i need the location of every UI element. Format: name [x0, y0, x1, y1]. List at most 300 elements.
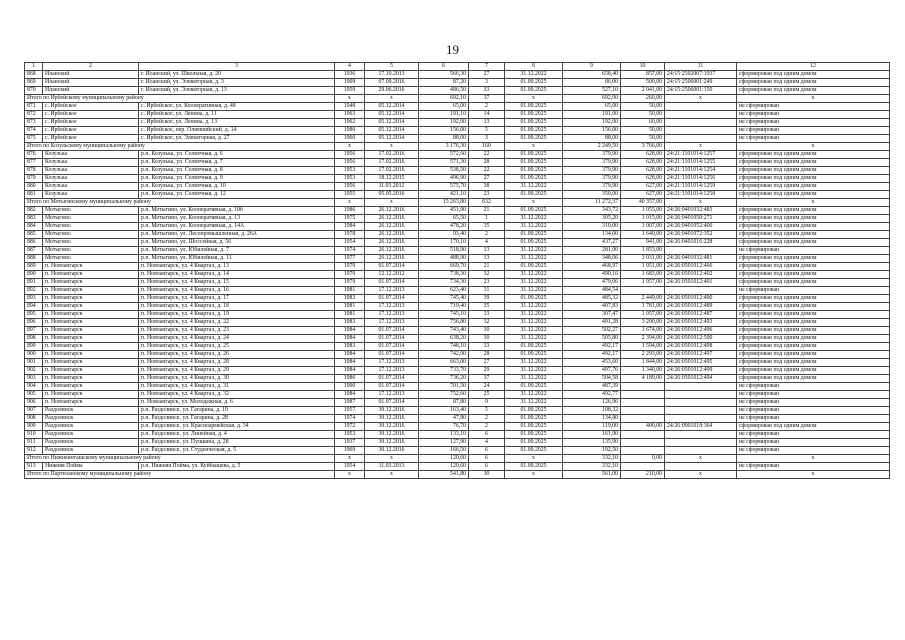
table-cell: 2 — [469, 415, 505, 423]
subtotal-cell: x — [335, 471, 365, 479]
table-cell: 379,90 — [563, 183, 621, 191]
table-cell — [621, 415, 665, 423]
table-cell: 1972 — [335, 423, 365, 431]
table-cell: 497,76 — [563, 367, 621, 375]
table-cell: 01.09.2025 — [505, 127, 563, 135]
table-cell — [621, 439, 665, 447]
table-cell: 868 — [25, 71, 43, 79]
table-cell: 1986 — [335, 375, 365, 383]
table-cell: п. Новоангарск, ул. 4 Квартал, д. 14 — [139, 271, 335, 279]
table-cell: 738,30 — [419, 271, 469, 279]
table-cell: 1 951,00 — [621, 263, 665, 271]
table-cell: 379,90 — [563, 151, 621, 159]
table-cell: 1983 — [335, 319, 365, 327]
table-row — [25, 287, 890, 295]
table-cell: не сформирован — [737, 391, 890, 399]
table-cell: 895 — [25, 311, 43, 319]
table-cell: 3 031,00 — [621, 255, 665, 263]
table-cell: 01.09.2025 — [505, 135, 563, 143]
table-cell: п. Новоангарск, ул. 4 Квартал, д. 13 — [139, 263, 335, 271]
table-cell: 24:26:0501012:498 — [665, 343, 737, 351]
table-cell: 26.12.2016 — [365, 255, 419, 263]
table-row — [25, 367, 890, 375]
table-cell: 17.02.2016 — [365, 151, 419, 159]
table-cell: 24:15:2506001:249 — [665, 79, 737, 87]
table-cell: 60,00 — [621, 119, 665, 127]
table-cell: 874 — [25, 127, 43, 135]
table-cell — [665, 431, 737, 439]
table-cell: 01.09.2025 — [505, 231, 563, 239]
table-cell: 1956 — [335, 151, 365, 159]
table-cell — [665, 399, 737, 407]
table-cell: 451,90 — [419, 207, 469, 215]
table-cell: 1956 — [335, 183, 365, 191]
subtotal-cell: 40 357,00 — [621, 199, 665, 207]
table-cell: п. Новоангарск — [43, 375, 139, 383]
table-cell: 26.12.2016 — [365, 239, 419, 247]
table-cell: 896 — [25, 319, 43, 327]
table-cell: 5 — [469, 407, 505, 415]
table-cell: 884 — [25, 223, 43, 231]
subtotal-cell: 0,00 — [621, 455, 665, 463]
table-cell: 879 — [25, 175, 43, 183]
table-cell: п. Новоангарск — [43, 287, 139, 295]
subtotal-cell: x — [665, 455, 737, 463]
table-cell: 502,27 — [563, 327, 621, 335]
table-cell: Нижняя Пойма — [43, 463, 139, 471]
table-cell: 882 — [25, 207, 43, 215]
table-cell: 01.09.2025 — [505, 87, 563, 95]
table-cell: 3 — [469, 135, 505, 143]
table-cell: 21 — [469, 207, 505, 215]
table-cell: 500,00 — [621, 79, 665, 87]
table-cell: не сформирован — [737, 415, 890, 423]
subtotal-cell: 541,80 — [419, 471, 469, 479]
table-cell: 24:21:1101014:1258 — [665, 191, 737, 199]
table-cell: Козулька — [43, 167, 139, 175]
table-row — [25, 399, 890, 407]
table-cell — [665, 103, 737, 111]
subtotal-cell: x — [737, 95, 890, 103]
table-cell: 31 — [469, 287, 505, 295]
table-cell: 407,83 — [563, 303, 621, 311]
subtotal-row — [25, 95, 890, 103]
column-number-row — [25, 63, 890, 71]
table-cell: 1979 — [335, 279, 365, 287]
table-cell: с. Ирбейское, пер. Олимпийский, д. 14 — [139, 127, 335, 135]
table-cell: р.п. Раздолинск, ул. Красноармейская, д. 34 — [139, 423, 335, 431]
table-cell: 87,80 — [419, 399, 469, 407]
table-cell: 24:26:0501012:489 — [665, 303, 737, 311]
table-cell: 01.09.2025 — [505, 151, 563, 159]
table-cell: 1956 — [335, 159, 365, 167]
table-cell: 01.07.2014 — [365, 263, 419, 271]
table-cell: 310,00 — [563, 223, 621, 231]
table-cell: Мотыгино — [43, 255, 139, 263]
table-cell: 35 — [469, 303, 505, 311]
table-cell: Иланский — [43, 87, 139, 95]
table-cell: г. Иланский, ул. Школьная, д. 20 — [139, 71, 335, 79]
subtotal-cell: x — [365, 199, 419, 207]
table-cell: 1937 — [335, 439, 365, 447]
table-cell: 669,70 — [419, 263, 469, 271]
table-cell: сформирован под одним домом — [737, 79, 890, 87]
table-cell: 1978 — [335, 231, 365, 239]
table-cell: 24:26:0501012:500 — [665, 335, 737, 343]
table-cell: р.п. Мотыгино, ул. Кооперативная, д. 14А — [139, 223, 335, 231]
table-cell: 1974 — [335, 247, 365, 255]
table-cell: п. Новоангарск, ул. 4 Квартал, д. 24 — [139, 335, 335, 343]
table-cell: 893 — [25, 295, 43, 303]
subtotal-cell: x — [365, 95, 419, 103]
table-cell: 658,40 — [563, 71, 621, 79]
table-cell: 2 — [469, 231, 505, 239]
table-cell: 30.12.2016 — [365, 407, 419, 415]
table-cell: 31.12.2022 — [505, 335, 563, 343]
subtotal-cell: 561,00 — [563, 471, 621, 479]
table-cell: с. Ирбейское — [43, 119, 139, 127]
table-cell: 24:26:0401052:400 — [665, 223, 737, 231]
table-cell: с. Ирбейское, ул. Ленина, д. 13 — [139, 119, 335, 127]
table-cell: 1984 — [335, 359, 365, 367]
table-cell: 883 — [25, 215, 43, 223]
table-cell: 13 — [469, 119, 505, 127]
table-cell: 892 — [25, 287, 43, 295]
table-cell: 27 — [469, 175, 505, 183]
table-cell: 638,20 — [419, 335, 469, 343]
table-cell: 343,72 — [563, 207, 621, 215]
table-cell — [665, 439, 737, 447]
table-cell: 76,70 — [419, 423, 469, 431]
table-cell: п. Новоангарск, ул. 4 Квартал, д. 31 — [139, 383, 335, 391]
table-cell: 26.12.2016 — [365, 223, 419, 231]
table-cell: 23 — [469, 279, 505, 287]
table-cell: сформирован под одним домом — [737, 175, 890, 183]
table-cell: 527,10 — [563, 87, 621, 95]
table-cell: 4 — [469, 239, 505, 247]
table-cell: п. Новоангарск, ул. 4 Квартал, д. 22 — [139, 319, 335, 327]
table-cell: 17.02.2016 — [365, 167, 419, 175]
table-cell: 1954 — [335, 239, 365, 247]
subtotal-cell: 30 — [469, 471, 505, 479]
table-cell: 31.12.2022 — [505, 247, 563, 255]
table-cell: 17.12.2013 — [365, 319, 419, 327]
table-cell: 37 — [469, 375, 505, 383]
table-cell: 01.09.2025 — [505, 383, 563, 391]
table-cell: п. Новоангарск — [43, 391, 139, 399]
table-cell: 1981 — [335, 303, 365, 311]
table-cell: сформирован под одним домом — [737, 255, 890, 263]
table-cell: 400,00 — [621, 423, 665, 431]
table-cell: 28 — [469, 351, 505, 359]
table-cell: 1936 — [335, 71, 365, 79]
table-cell: 485,32 — [563, 295, 621, 303]
table-row — [25, 431, 890, 439]
subtotal-cell: 11 272,37 — [563, 199, 621, 207]
table-cell: 902 — [25, 367, 43, 375]
table-cell: 913 — [25, 463, 43, 471]
table-row — [25, 383, 890, 391]
table-cell: 478,20 — [419, 223, 469, 231]
table-cell: сформирован под одним домом — [737, 335, 890, 343]
table-row — [25, 151, 890, 159]
table-cell: 01.07.2014 — [365, 327, 419, 335]
subtotal-cell: x — [737, 143, 890, 151]
table-cell: 01.09.2025 — [505, 447, 563, 455]
table-cell: сформирован под одним домом — [737, 311, 890, 319]
table-cell: 24:26:0901018:364 — [665, 423, 737, 431]
table-cell: 2 394,00 — [621, 335, 665, 343]
table-cell: с. Ирбейское — [43, 111, 139, 119]
column-number-8: 8 — [505, 63, 563, 71]
table-cell: 21 — [469, 263, 505, 271]
table-cell: не сформирован — [737, 383, 890, 391]
page-number: 19 — [446, 42, 459, 57]
table-cell: р.п. Раздолинск, ул. Гагарина, д. 19 — [139, 407, 335, 415]
table-cell: 01.09.2025 — [505, 415, 563, 423]
table-cell: 134,00 — [563, 231, 621, 239]
table-cell: 30 — [469, 335, 505, 343]
table-cell: 24:26:0401016:228 — [665, 239, 737, 247]
table-row — [25, 295, 890, 303]
table-row — [25, 279, 890, 287]
table-cell: 26.12.2016 — [365, 215, 419, 223]
table-cell: 437,27 — [563, 239, 621, 247]
table-cell: Иланский — [43, 71, 139, 79]
table-cell: Козулька — [43, 183, 139, 191]
table-cell: 31.12.2022 — [505, 359, 563, 367]
table-cell: 17.12.2013 — [365, 359, 419, 367]
subtotal-cell: x — [665, 95, 737, 103]
table-cell: 22 — [469, 167, 505, 175]
table-cell — [665, 415, 737, 423]
table-cell: 24:21:1101014:1255 — [665, 159, 737, 167]
table-cell: 01.09.2025 — [505, 263, 563, 271]
table-cell: 1990 — [335, 383, 365, 391]
table-cell: 05.12.2014 — [365, 103, 419, 111]
subtotal-row — [25, 143, 890, 151]
table-cell: 24:21:1101014:1257 — [665, 151, 737, 159]
table-cell — [621, 287, 665, 295]
table-row — [25, 311, 890, 319]
table-row — [25, 407, 890, 415]
table-cell: п. Новоангарск, ул. 4 Квартал, д. 26 — [139, 351, 335, 359]
table-cell: 743,40 — [419, 327, 469, 335]
table-cell: с. Ирбейское — [43, 135, 139, 143]
table-cell: 627,00 — [621, 191, 665, 199]
table-cell: 191,10 — [419, 111, 469, 119]
table-cell: 518,90 — [419, 247, 469, 255]
table-cell: 748,10 — [419, 343, 469, 351]
table-cell: 32 — [469, 319, 505, 327]
table-cell: сформирован под одним домом — [737, 271, 890, 279]
table-cell: сформирован под одним домом — [737, 319, 890, 327]
column-number-5: 5 — [365, 63, 419, 71]
table-cell: 889 — [25, 263, 43, 271]
table-cell: п. Новоангарск, ул. 4 Квартал, д. 30 — [139, 375, 335, 383]
table-cell — [665, 407, 737, 415]
table-row — [25, 239, 890, 247]
table-cell: п. Новоангарск, ул. 4 Квартал, д. 29 — [139, 367, 335, 375]
table-cell: 31.12.2022 — [505, 391, 563, 399]
subtotal-cell: x — [365, 471, 419, 479]
table-cell: 888 — [25, 255, 43, 263]
table-cell: 538,50 — [419, 167, 469, 175]
table-cell: 24:15:2502007:1937 — [665, 71, 737, 79]
table-cell: г. Иланский, ул. Элеваторная, д. 3 — [139, 79, 335, 87]
table-cell: 566,30 — [419, 71, 469, 79]
table-cell: 05.12.2014 — [365, 111, 419, 119]
subtotal-cell: 6 — [469, 455, 505, 463]
table-cell: Мотыгино — [43, 247, 139, 255]
table-cell: 01.09.2025 — [505, 207, 563, 215]
table-cell: 29 — [469, 367, 505, 375]
table-cell: 17.12.2013 — [365, 391, 419, 399]
table-cell: 31.12.2022 — [505, 367, 563, 375]
table-cell: 742,00 — [419, 351, 469, 359]
table-cell: р.п. Мотыгино, ул. Лесопромышленная, д. 26А — [139, 231, 335, 239]
table-cell: сформирован под одним домом — [737, 231, 890, 239]
table-row — [25, 303, 890, 311]
table-cell: 3 200,00 — [621, 319, 665, 327]
table-cell: 887 — [25, 247, 43, 255]
table-cell: 01.07.2014 — [365, 335, 419, 343]
table-cell: 32 — [469, 271, 505, 279]
table-cell: 899 — [25, 343, 43, 351]
table-cell: 166,50 — [419, 447, 469, 455]
table-cell: 05.05.2016 — [365, 191, 419, 199]
table-row — [25, 271, 890, 279]
table-cell: п. Новоангарск, ул. 4 Квартал, д. 28 — [139, 359, 335, 367]
table-row — [25, 215, 890, 223]
table-row — [25, 351, 890, 359]
table-cell: 24:26:0501012:402 — [665, 271, 737, 279]
table-cell: 878 — [25, 167, 43, 175]
table-cell: 17.02.2016 — [365, 159, 419, 167]
table-cell: р.п. Козулька, ул. Солнечная, д. 8 — [139, 167, 335, 175]
table-cell: р.п. Козулька, ул. Солнечная, д. 12 — [139, 191, 335, 199]
table-cell: 871 — [25, 103, 43, 111]
table-cell: сформирован под одним домом — [737, 223, 890, 231]
subtotal-cell: x — [335, 143, 365, 151]
table-cell: 47,80 — [419, 415, 469, 423]
table-row — [25, 415, 890, 423]
table-cell: 1954 — [335, 463, 365, 471]
table-cell: 18.12.2015 — [365, 175, 419, 183]
table-cell: 24:15:2506001:150 — [665, 87, 737, 95]
table-row — [25, 119, 890, 127]
table-row — [25, 223, 890, 231]
table-cell: 93,40 — [419, 231, 469, 239]
table-cell — [665, 119, 737, 127]
table-cell: 1948 — [335, 103, 365, 111]
table-cell: 2 — [469, 103, 505, 111]
table-cell: 156,00 — [419, 127, 469, 135]
table-cell: 890 — [25, 271, 43, 279]
table-cell: п. Новоангарск, ул. 4 Квартал, д. 17 — [139, 295, 335, 303]
subtotal-cell: 120,60 — [419, 455, 469, 463]
table-cell: п. Новоангарск, ул. 4 Квартал, д. 25 — [139, 343, 335, 351]
table-cell: 486,50 — [419, 87, 469, 95]
table-cell: 01.09.2025 — [505, 463, 563, 471]
table-cell: Раздолинск — [43, 431, 139, 439]
table-cell: 6 — [469, 463, 505, 471]
table-cell: 628,00 — [621, 151, 665, 159]
table-cell: 126,96 — [563, 399, 621, 407]
subtotal-cell: 210,00 — [621, 471, 665, 479]
subtotal-cell: 260,00 — [621, 95, 665, 103]
table-cell: 872 — [25, 111, 43, 119]
table-cell: 1 649,00 — [621, 231, 665, 239]
table-cell: р.п. Раздолинск, ул. Студенческая, д. 5 — [139, 447, 335, 455]
table-cell — [665, 391, 737, 399]
table-cell: 1984 — [335, 327, 365, 335]
table-row — [25, 343, 890, 351]
table-cell: 31.12.2022 — [505, 303, 563, 311]
table-cell — [665, 135, 737, 143]
table-cell: 901 — [25, 359, 43, 367]
table-cell: 17.10.2013 — [365, 71, 419, 79]
table-cell: 307,47 — [563, 311, 621, 319]
table-cell: сформирован под одним домом — [737, 359, 890, 367]
table-cell: 906 — [25, 399, 43, 407]
table-cell: 492,77 — [563, 391, 621, 399]
table-cell: 941,00 — [621, 239, 665, 247]
column-number-12: 12 — [737, 63, 890, 71]
table-cell: 1955 — [335, 191, 365, 199]
table-cell: п. Новоангарск, ул. 4 Квартал, д. 23 — [139, 327, 335, 335]
table-cell: 281,00 — [563, 247, 621, 255]
table-cell: сформирован под одним домом — [737, 71, 890, 79]
table-cell: 135,90 — [563, 439, 621, 447]
table-cell: 01.07.2014 — [365, 383, 419, 391]
table-cell — [665, 463, 737, 471]
table-cell: 24:26:0501012:495 — [665, 359, 737, 367]
table-cell: п. Новоангарск — [43, 351, 139, 359]
table-cell: не сформирован — [737, 111, 890, 119]
table-cell: 13 — [469, 247, 505, 255]
table-row — [25, 375, 890, 383]
table-cell: 86,00 — [563, 79, 621, 87]
table-cell: сформирован под одним домом — [737, 295, 890, 303]
table-row — [25, 391, 890, 399]
table-cell: 31.12.2022 — [505, 375, 563, 383]
table-cell: 23 — [469, 191, 505, 199]
table-cell: сформирован под одним домом — [737, 279, 890, 287]
table-cell: не сформирован — [737, 399, 890, 407]
table-cell: п. Новоангарск, ул. Молодежная, д. 6 — [139, 399, 335, 407]
table-cell: Раздолинск — [43, 447, 139, 455]
table-cell: 745,40 — [419, 295, 469, 303]
table-cell: 379,90 — [563, 159, 621, 167]
subtotal-cell: x — [335, 199, 365, 207]
subtotal-label: Итого по Козульскому муниципальному району — [25, 143, 335, 151]
table-cell: 905 — [25, 391, 43, 399]
table-cell: 1987 — [335, 399, 365, 407]
subtotal-cell: x — [505, 471, 563, 479]
table-cell: р.п. Раздолинск, ул. Гагарина, д. 28 — [139, 415, 335, 423]
table-cell: 24:26:0501012:487 — [665, 311, 737, 319]
table-cell: 133,10 — [419, 431, 469, 439]
table-cell: 30 — [469, 327, 505, 335]
table-cell: 31.12.2022 — [505, 279, 563, 287]
table-cell: 1 007,00 — [621, 223, 665, 231]
table-cell: р.п. Нижняя Пойма, ул. Куйбышева, д. 5 — [139, 463, 335, 471]
table-row — [25, 87, 890, 95]
table-cell: 24:26:0501012:490 — [665, 295, 737, 303]
table-cell: с. Ирбейское — [43, 103, 139, 111]
table-cell: 25 — [469, 391, 505, 399]
